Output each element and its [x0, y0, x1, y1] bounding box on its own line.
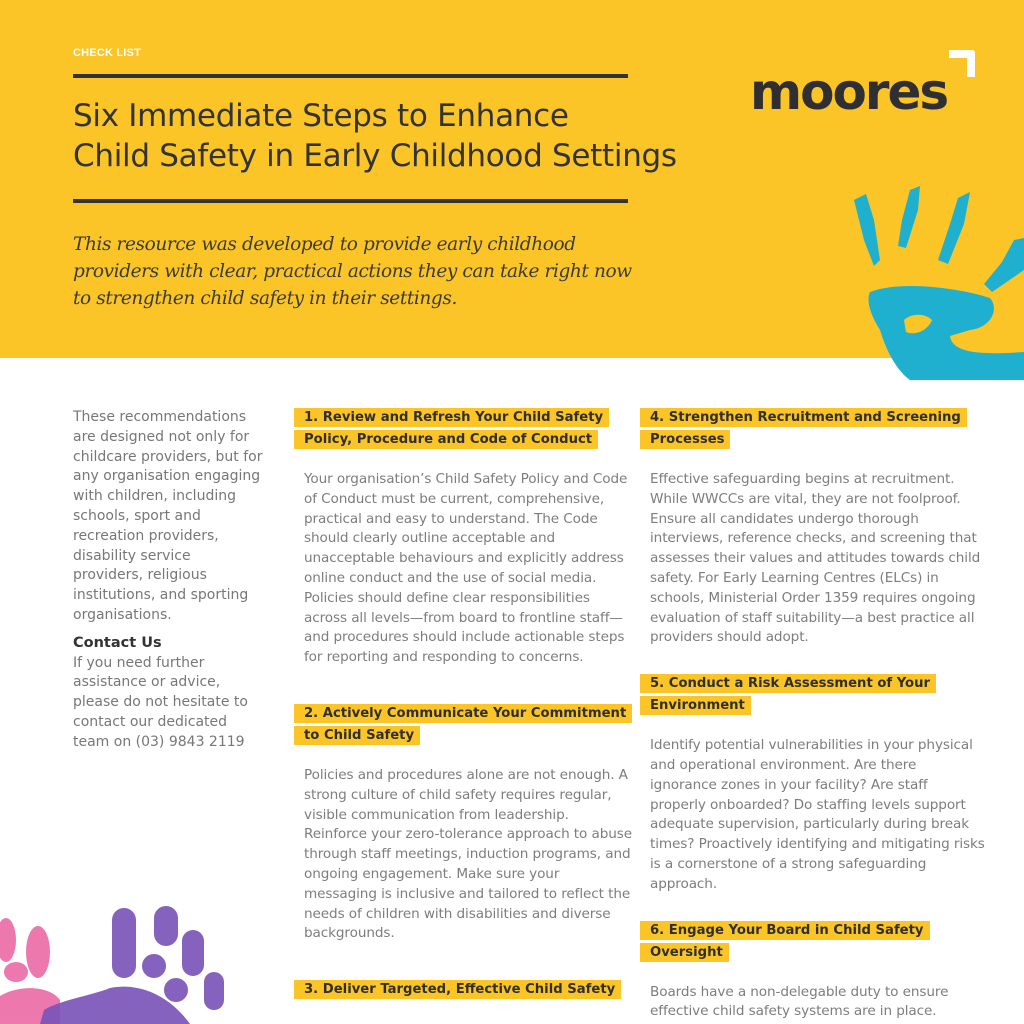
intro-text: This resource was developed to provide early childhood providers with clear, practical actions they can take right now to strengthen child safety in their settings. [73, 234, 632, 309]
contact-text: If you need further assistance or advice, please do not hesitate to contact our dedicated team on (03) 9843 2119 [73, 654, 248, 750]
step-heading: 5. Conduct a Risk Assessment of Your Environment [640, 674, 936, 715]
step-1 [294, 404, 634, 668]
steps-column-middle [294, 404, 634, 1002]
pink-purple-handprints-icon [0, 900, 280, 1024]
divider-top [73, 74, 628, 78]
step-body: Boards have a non-delegable duty to ensure effective child safety systems are in place. [650, 983, 949, 1020]
page-title [73, 96, 773, 176]
blue-handprint-icon [840, 180, 1024, 380]
contact-heading: Contact Us [73, 634, 162, 651]
step-body: Identify potential vulnerabilities in your physical and operational environment. Are there ignorance zones in your facility? Are staff properly onboarded? Do staffing levels support adequate supervision, particularly during break times? Proactively identifying and mitigating risks is a cornerstone of a strong safeguarding approach. [650, 737, 985, 892]
title-line-2: Child Safety in Early Childhood Settings [73, 138, 677, 174]
step-2 [294, 700, 634, 944]
eyebrow-label: CHECK LIST [73, 47, 141, 59]
step-body: Effective safeguarding begins at recruitment. While WWCCs are vital, they are not foolproof. Ensure all candidates undergo thorough interviews, reference checks, and screening that assesses their values and attitudes towards child safety. For Early Learning Centres (ELCs) in schools, Ministerial Order 1359 requires ongoing evaluation of staff suitability—a best practice all providers should adopt. [650, 471, 981, 646]
step-heading: 6. Engage Your Board in Child Safety Oversight [640, 921, 930, 962]
title-line-1: Six Immediate Steps to Enhance [73, 98, 569, 134]
steps-column-right [640, 404, 985, 1022]
step-body: Policies and procedures alone are not enough. A strong culture of child safety requires regular, visible communication from leadership. Reinforce your zero-tolerance approach to abuse through staff meetings, induction programs, and ongoing engagement. Make sure your messaging is inclusive and tailored to reflect the needs of children with disabilities and diverse backgrounds. [304, 766, 632, 942]
step-5 [640, 670, 985, 894]
sidebar-intro: These recommendations are designed not only for childcare providers, but for any organisation engaging with children, including schools, sport and recreation providers, disability service providers, religious institutions, and sporting organisations. [73, 409, 263, 623]
step-3 [294, 976, 634, 1002]
step-body: Your organisation’s Child Safety Policy and Code of Conduct must be current, comprehensive, practical and easy to understand. The Code should clearly outline acceptable and unacceptable behaviours and explicitly address online conduct and the use of social media. Policies should define clear responsibilities across all levels—from board to frontline staff—and procedures should include actionable steps for reporting and responding to concerns. [304, 471, 628, 666]
step-6 [640, 917, 985, 1023]
step-heading: 1. Review and Refresh Your Child Safety Policy, Procedure and Code of Conduct [294, 408, 609, 449]
moores-logo: moores [750, 63, 948, 121]
divider-bottom [73, 199, 628, 203]
step-heading: 3. Deliver Targeted, Effective Child Safety [294, 980, 621, 999]
step-4 [640, 404, 985, 648]
sidebar-column [73, 408, 263, 753]
step-heading: 4. Strengthen Recruitment and Screening Processes [640, 408, 967, 449]
step-heading: 2. Actively Communicate Your Commitment to Child Safety [294, 704, 632, 745]
logo-corner-icon [949, 50, 975, 77]
